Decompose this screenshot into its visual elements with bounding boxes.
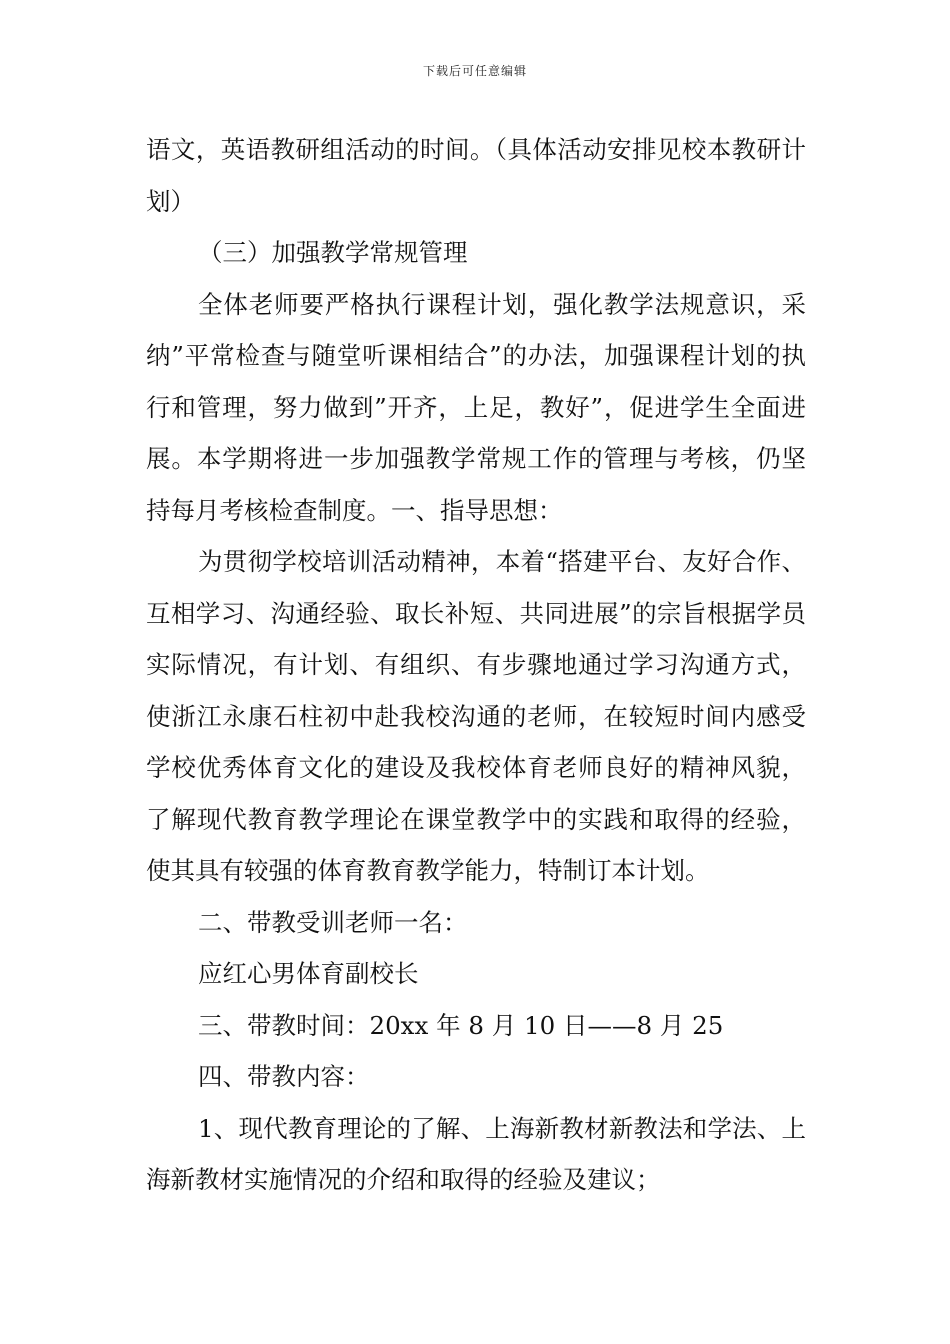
- paragraph-8: 1、现代教育理论的了解、上海新教材新教法和学法、上海新教材实施情况的介绍和取得的经验及建议；: [146, 1113, 806, 1194]
- paragraph-3: 为贯彻学校培训活动精神，本着“搭建平台、友好合作、互相学习、沟通经验、取长补短、共同进展”的宗旨根据学员实际情况，有计划、有组织、有步骤地通过学习沟通方式，使浙江永康石柱初中赴我校沟通的老师，在较短时间内感受学校优秀体育文化的建设及我校体育老师良好的精神风貌，了解现代教育教学理论在课堂教学中的实践和取得的经验，使其具有较强的体育教育教学能力，特制订本计划。: [146, 547, 806, 885]
- paragraph-7: 四、带教内容：: [198, 1062, 370, 1091]
- page-header: 下载后可任意编辑: [422, 64, 527, 78]
- paragraph-5: 应红心男体育副校长: [198, 959, 419, 988]
- document-body: [146, 124, 806, 1206]
- paragraph-6: 三、带教时间：20xx 年 8 月 10 日——8 月 25: [198, 1010, 724, 1040]
- paragraph-1: 语文，英语教研组活动的时间。（具体活动安排见校本教研计划）: [146, 135, 806, 216]
- section-heading-3: （三）加强教学常规管理: [198, 238, 468, 267]
- paragraph-2: 全体老师要严格执行课程计划，强化教学法规意识，采纳”平常检查与随堂听课相结合”的办法，加强课程计划的执行和管理，努力做到”开齐，上足，教好”，促进学生全面进展。本学期将进一步加强教学常规工作的管理与考核，仍坚持每月考核检查制度。一、指导思想：: [146, 289, 806, 525]
- paragraph-4: 二、带教受训老师一名：: [198, 907, 468, 937]
